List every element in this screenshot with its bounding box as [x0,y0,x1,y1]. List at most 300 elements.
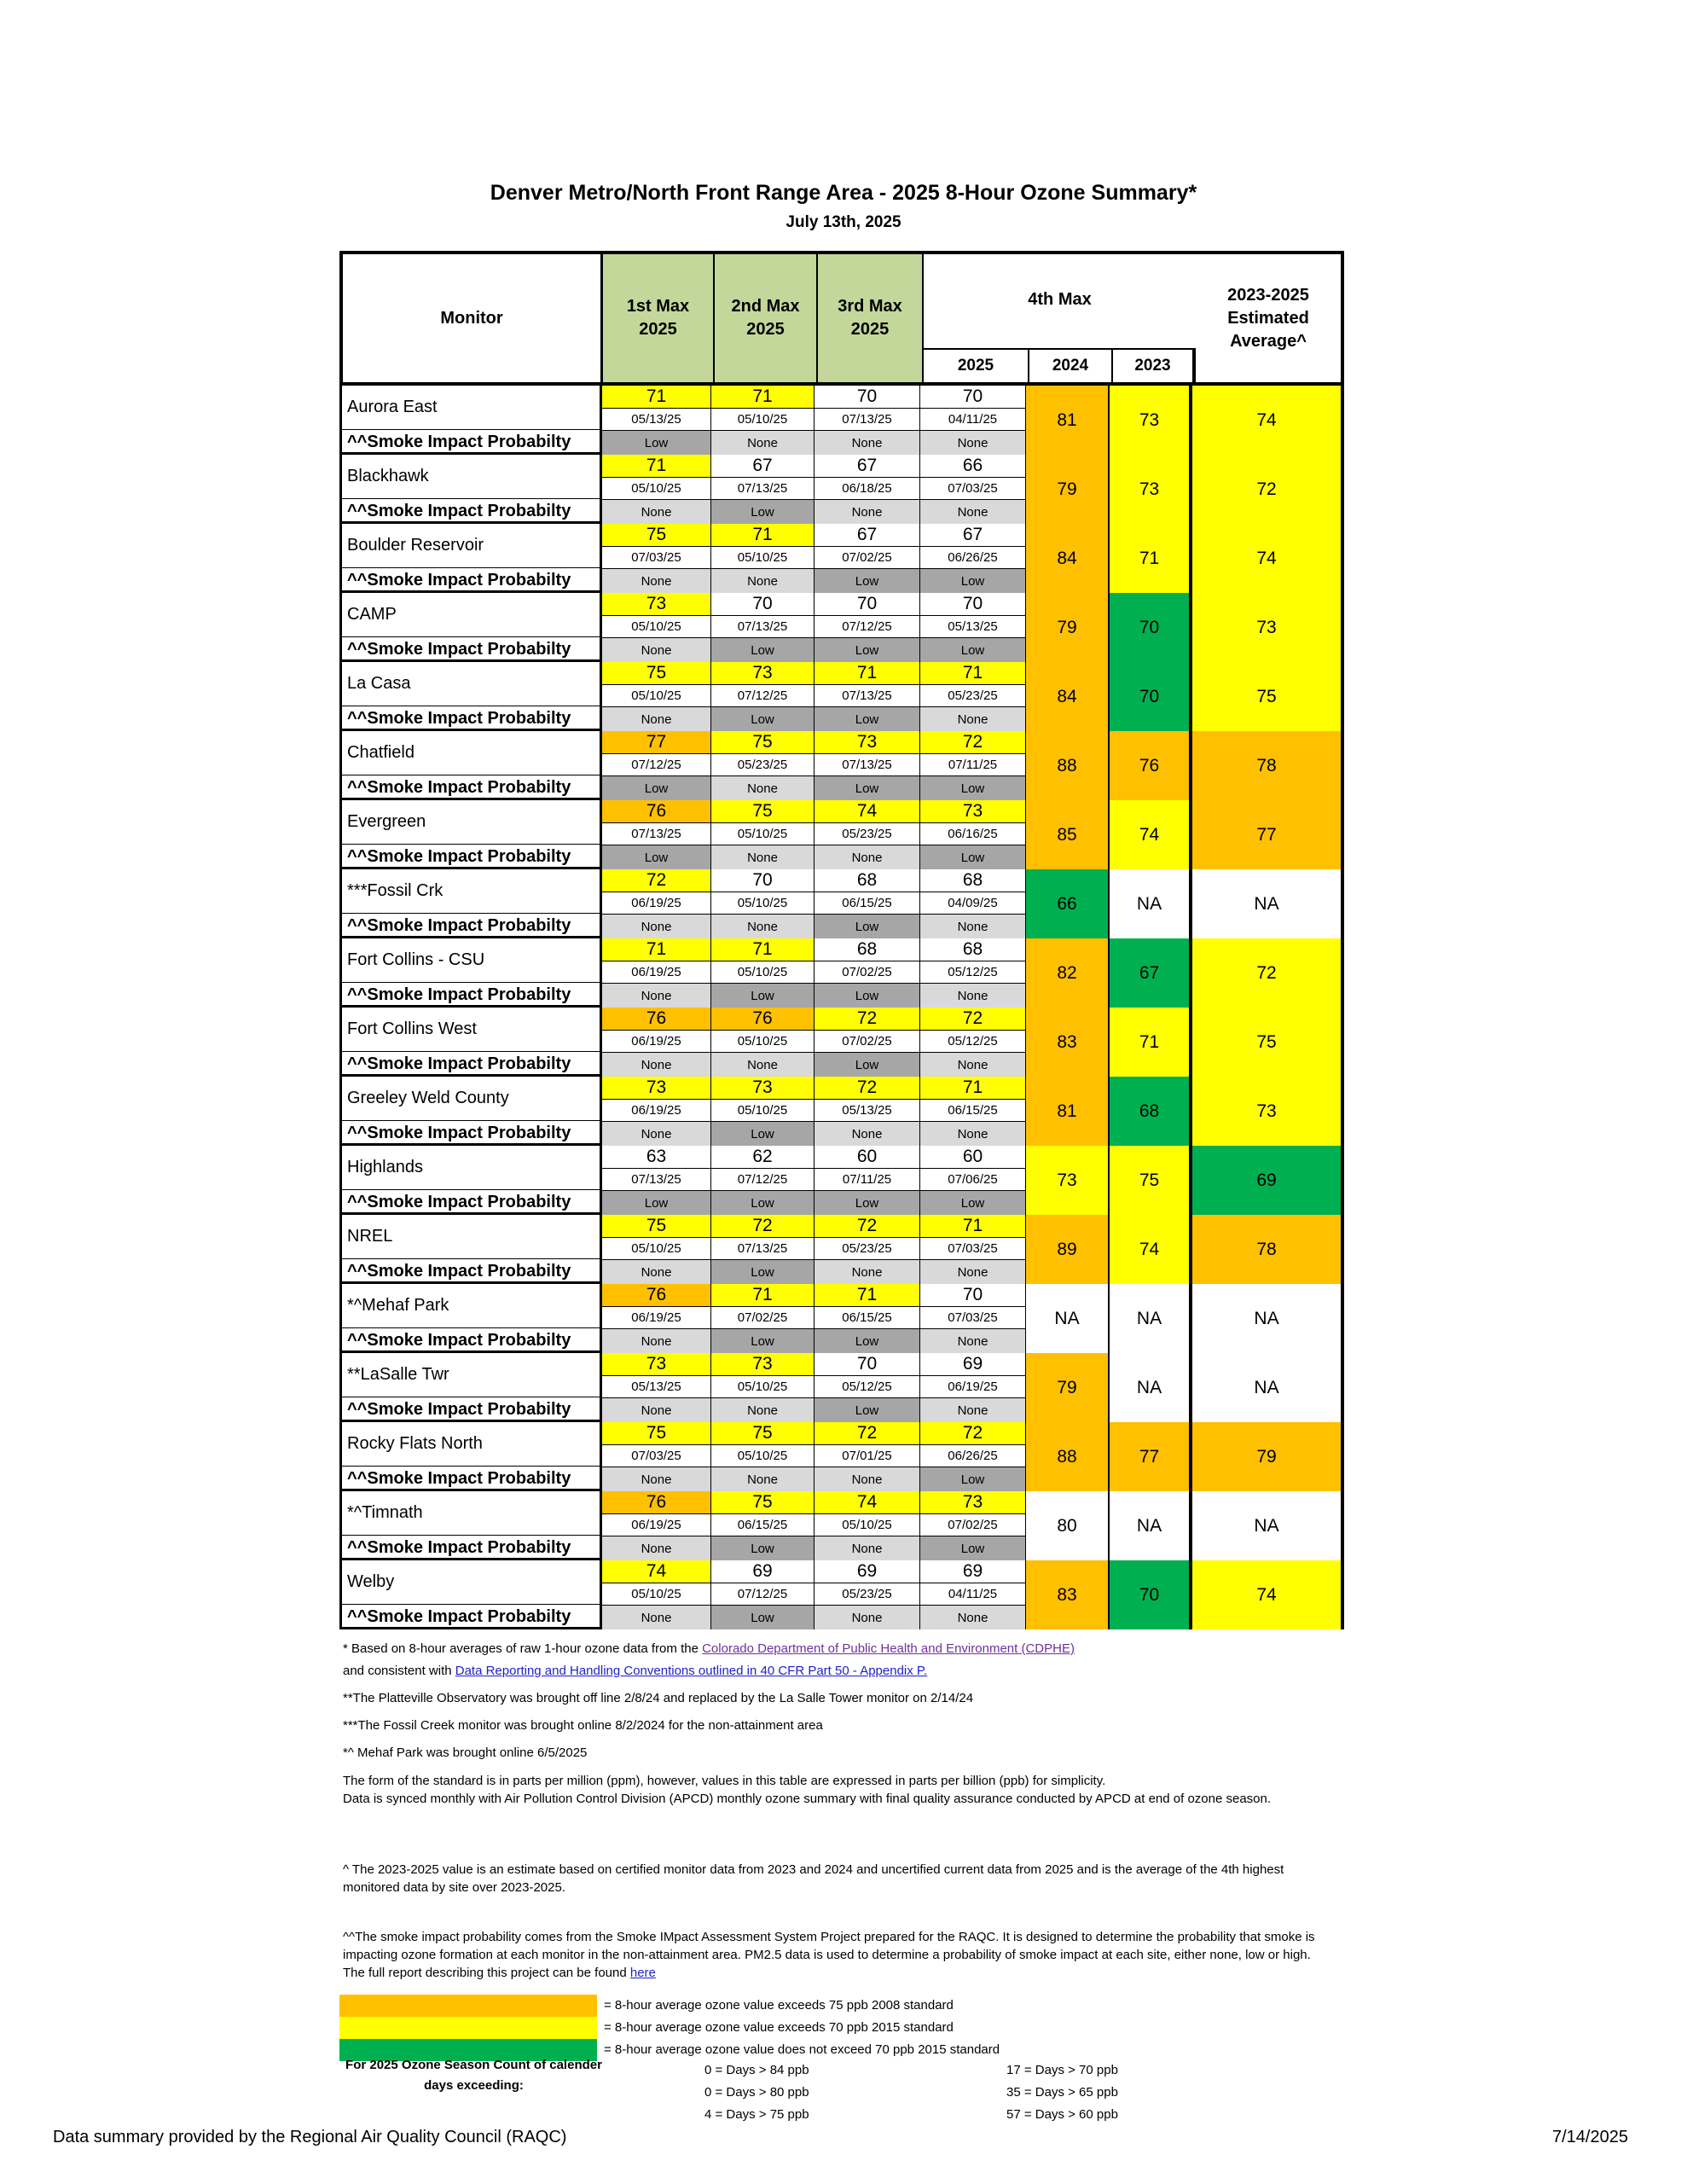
smoke-label: ^^Smoke Impact Probabilty [339,775,602,800]
smoke-label: ^^Smoke Impact Probabilty [339,1190,602,1215]
max-value: 71 [711,938,815,961]
smoke-value: None [602,1536,711,1560]
smoke-value: None [815,1536,920,1560]
footer-source: Data summary provided by the Regional Air Quality Council (RAQC) [53,2128,567,2146]
smoke-value: None [602,1259,711,1284]
table-row [339,524,1344,593]
smoke-value: Low [920,568,1026,593]
smoke-value: None [920,1052,1026,1077]
smoke-label: ^^Smoke Impact Probabilty [339,1397,602,1422]
header-2025: 2025 [924,348,1029,382]
table-row [339,938,1344,1008]
smoke-value: Low [711,1328,815,1353]
max-value: 76 [602,1284,711,1306]
table-row [339,662,1344,731]
header-2024: 2024 [1029,348,1113,382]
value-average: 75 [1192,662,1344,731]
monitor-name: Chatfield [339,731,602,775]
max-value: 70 [815,1353,920,1375]
table-row [339,455,1344,524]
max-value: 72 [602,869,711,892]
smoke-value: Low [711,1121,815,1146]
smoke-value: Low [815,1397,920,1422]
value-average: 73 [1192,593,1344,662]
max-value: 72 [920,1008,1026,1030]
value-average: 74 [1192,386,1344,455]
header-max2: 2nd Max 2025 [715,254,818,382]
value-2023: 68 [1110,1077,1192,1146]
monitor-name: Boulder Reservoir [339,524,602,568]
max-value: 70 [815,593,920,615]
max-date: 05/10/25 [711,892,815,914]
value-average: 77 [1192,800,1344,869]
value-2023: 73 [1110,386,1192,455]
max-value: 71 [602,455,711,477]
smoke-value: None [711,845,815,869]
smoke-value: None [602,637,711,662]
max-value: 71 [711,524,815,546]
max-value: 69 [711,1560,815,1583]
max-value: 67 [815,524,920,546]
value-2024: 88 [1026,731,1110,800]
value-2023: 75 [1110,1146,1192,1215]
smoke-value: None [711,568,815,593]
smoke-value: Low [711,706,815,731]
smoke-label: ^^Smoke Impact Probabilty [339,1536,602,1560]
smoke-value: Low [815,706,920,731]
note-synced: Data is synced monthly with Air Pollution Control Division (APCD) monthly ozone summary with final quality assurance conducted by APCD at end of ozone season. [343,1792,1272,1806]
max-date: 05/10/25 [711,546,815,568]
max-date: 06/15/25 [815,892,920,914]
max-value: 74 [815,800,920,822]
max-value: 75 [602,1215,711,1237]
max-value: 74 [815,1491,920,1513]
count-item: 4 = Days > 75 ppb [704,2107,809,2122]
max-value: 73 [920,800,1026,822]
max-value: 73 [711,1077,815,1099]
smoke-value: None [602,1328,711,1353]
smoke-label: ^^Smoke Impact Probabilty [339,914,602,938]
header-2023: 2023 [1113,348,1196,382]
max-value: 70 [920,593,1026,615]
monitor-name: Welby [339,1560,602,1605]
max-date: 07/13/25 [602,1168,711,1190]
value-2024: 79 [1026,1353,1110,1422]
table-row [339,800,1344,869]
value-2024: 89 [1026,1215,1110,1284]
ozone-table [339,386,1344,1629]
note-mehaf: *^ Mehaf Park was brought online 6/5/2025 [343,1745,588,1760]
value-average: 69 [1192,1146,1344,1215]
max-date: 07/12/25 [815,615,920,637]
max-value: 68 [815,938,920,961]
table-row [339,1146,1344,1215]
max-value: 73 [711,662,815,684]
max-value: 69 [920,1353,1026,1375]
smoke-value: Low [815,914,920,938]
value-average: 78 [1192,731,1344,800]
max-date: 05/10/25 [711,1030,815,1052]
max-date: 06/19/25 [602,961,711,983]
note-smoke: ^^The smoke impact probability comes from the Smoke IMpact Assessment System Project prepared for the RAQC. It is designed to determine the probability that smoke is impacting ozone formation at each monitor in the non-attainment area. PM2.5 data is used to determine a probability of smoke impact at each site, either none, low or high. The full report describing this project can be found here [343,1930,1315,1980]
table-row [339,1284,1344,1353]
max-date: 05/10/25 [815,1513,920,1536]
monitor-name: NREL [339,1215,602,1259]
max-date: 07/13/25 [815,408,920,430]
smoke-value: None [920,914,1026,938]
value-2023: NA [1110,1353,1192,1422]
max-value: 72 [920,1422,1026,1444]
max-value: 76 [602,1491,711,1513]
value-average: 74 [1192,524,1344,593]
value-average: NA [1192,869,1344,938]
max-date: 05/12/25 [920,1030,1026,1052]
smoke-value: None [602,1605,711,1629]
value-2024: 81 [1026,386,1110,455]
smoke-value: None [815,845,920,869]
smoke-value: None [602,1121,711,1146]
smoke-value: None [711,914,815,938]
max-value: 77 [602,731,711,753]
smoke-value: Low [815,1328,920,1353]
max-date: 05/10/25 [602,684,711,706]
value-2023: NA [1110,1284,1192,1353]
note-cdphe: * Based on 8-hour averages of raw 1-hour ozone data from the Colorado Department of Public Health and Environment (CDPHE) [343,1641,1075,1656]
max-value: 72 [711,1215,815,1237]
cfr-link[interactable]: Data Reporting and Handling Conventions outlined in 40 CFR Part 50 - Appendix P. [455,1664,928,1678]
header-max1: 1st Max 2025 [603,254,715,382]
note-platteville: **The Platteville Observatory was brought off line 2/8/24 and replaced by the La Salle Tower monitor on 2/14/24 [343,1691,974,1705]
max-date: 07/11/25 [920,753,1026,775]
value-average: 79 [1192,1422,1344,1491]
value-2024: 80 [1026,1491,1110,1560]
smoke-value: None [920,1121,1026,1146]
max-value: 66 [920,455,1026,477]
value-2023: 67 [1110,938,1192,1008]
max-date: 07/12/25 [711,684,815,706]
max-value: 75 [602,524,711,546]
max-date: 07/13/25 [711,1237,815,1259]
smoke-value: None [920,1259,1026,1284]
max-date: 05/12/25 [815,1375,920,1397]
value-2024: 84 [1026,662,1110,731]
max-value: 71 [920,662,1026,684]
smoke-value: Low [711,1536,815,1560]
max-value: 67 [920,524,1026,546]
smoke-value: None [815,1467,920,1491]
max-date: 06/19/25 [602,1306,711,1328]
table-header [339,251,1344,386]
value-2023: 71 [1110,524,1192,593]
max-date: 05/10/25 [711,408,815,430]
smoke-value: None [602,1052,711,1077]
header-max4: 4th Max [1028,290,1092,309]
legend-text-green: = 8-hour average ozone value does not exceed 70 ppb 2015 standard [604,2042,1000,2057]
value-2024: 66 [1026,869,1110,938]
legend-swatch-orange [339,1995,597,2017]
max-date: 05/23/25 [815,1237,920,1259]
max-date: 05/10/25 [711,1099,815,1121]
max-date: 05/13/25 [602,408,711,430]
max-date: 06/19/25 [602,892,711,914]
max-date: 05/10/25 [711,961,815,983]
smoke-value: None [711,430,815,455]
max-value: 71 [815,1284,920,1306]
max-date: 05/10/25 [711,1444,815,1467]
max-value: 60 [815,1146,920,1168]
max-value: 67 [815,455,920,477]
value-2023: 74 [1110,800,1192,869]
value-2023: 74 [1110,1215,1192,1284]
monitor-name: Highlands [339,1146,602,1190]
note-fossil-creek: ***The Fossil Creek monitor was brought online 8/2/2024 for the non-attainment area [343,1718,823,1733]
max-date: 05/23/25 [815,822,920,845]
max-value: 69 [815,1560,920,1583]
max-value: 71 [711,386,815,408]
max-date: 05/10/25 [602,1583,711,1605]
max-value: 72 [920,731,1026,753]
smoke-value: None [920,1328,1026,1353]
max-date: 07/13/25 [711,615,815,637]
note-ppm: The form of the standard is in parts per million (ppm), however, values in this table are expressed in parts per billion (ppb) for simplicity. [343,1774,1106,1788]
smoke-value: None [920,1397,1026,1422]
monitor-name: Aurora East [339,386,602,430]
monitor-name: Blackhawk [339,455,602,499]
value-2023: 70 [1110,1560,1192,1629]
table-row [339,593,1344,662]
max-date: 07/02/25 [815,961,920,983]
max-date: 06/26/25 [920,1444,1026,1467]
value-average: 72 [1192,938,1344,1008]
smoke-label: ^^Smoke Impact Probabilty [339,1052,602,1077]
smoke-value: Low [815,1052,920,1077]
smoke-value: Low [711,637,815,662]
max-value: 76 [711,1008,815,1030]
smoke-value: None [602,1467,711,1491]
count-title: For 2025 Ozone Season Count of calender days exceeding: [345,2058,602,2093]
max-date: 06/15/25 [711,1513,815,1536]
max-value: 73 [602,1353,711,1375]
value-average: NA [1192,1353,1344,1422]
max-value: 70 [920,1284,1026,1306]
max-date: 07/13/25 [711,477,815,499]
smoke-value: Low [711,1605,815,1629]
value-2024: 83 [1026,1560,1110,1629]
count-item: 17 = Days > 70 ppb [1006,2063,1118,2077]
value-2024: NA [1026,1284,1110,1353]
smoke-label: ^^Smoke Impact Probabilty [339,637,602,662]
smoke-label: ^^Smoke Impact Probabilty [339,706,602,731]
max-date: 07/02/25 [815,1030,920,1052]
monitor-name: **LaSalle Twr [339,1353,602,1397]
value-2023: NA [1110,1491,1192,1560]
max-date: 04/09/25 [920,892,1026,914]
count-item: 57 = Days > 60 ppb [1006,2107,1118,2122]
max-value: 73 [711,1353,815,1375]
max-value: 75 [602,662,711,684]
max-date: 06/16/25 [920,822,1026,845]
smoke-value: Low [815,775,920,800]
header-monitor: Monitor [343,254,603,382]
smoke-value: None [711,775,815,800]
max-date: 05/13/25 [920,615,1026,637]
smoke-value: None [815,1121,920,1146]
max-value: 72 [815,1077,920,1099]
smoke-label: ^^Smoke Impact Probabilty [339,1259,602,1284]
smoke-value: Low [711,983,815,1008]
smoke-value: None [920,983,1026,1008]
max-date: 07/03/25 [602,546,711,568]
max-date: 04/11/25 [920,408,1026,430]
smoke-value: Low [602,1190,711,1215]
max-date: 05/12/25 [920,961,1026,983]
max-value: 76 [602,800,711,822]
smoke-value: None [711,1397,815,1422]
max-value: 71 [920,1215,1026,1237]
smoke-label: ^^Smoke Impact Probabilty [339,499,602,524]
smoke-value: Low [920,1467,1026,1491]
smoke-label: ^^Smoke Impact Probabilty [339,1121,602,1146]
monitor-name: *^Mehaf Park [339,1284,602,1328]
max-value: 63 [602,1146,711,1168]
smoke-label: ^^Smoke Impact Probabilty [339,1605,602,1629]
value-2023: 77 [1110,1422,1192,1491]
max-date: 06/19/25 [602,1030,711,1052]
max-value: 72 [815,1215,920,1237]
max-value: 73 [602,1077,711,1099]
smoke-value: None [815,1605,920,1629]
max-value: 68 [920,938,1026,961]
monitor-name: Rocky Flats North [339,1422,602,1467]
max-date: 05/10/25 [602,1237,711,1259]
max-date: 04/11/25 [920,1583,1026,1605]
table-row [339,386,1344,455]
max-value: 76 [602,1008,711,1030]
legend-text-orange: = 8-hour average ozone value exceeds 75 ppb 2008 standard [604,1998,954,2013]
header-average: 2023-2025 Estimated Average^ [1227,285,1309,351]
max-date: 06/15/25 [815,1306,920,1328]
count-item: 0 = Days > 84 ppb [704,2063,809,2077]
max-date: 07/12/25 [711,1583,815,1605]
smoke-value: Low [815,1190,920,1215]
smoke-value: Low [711,1259,815,1284]
max-date: 07/13/25 [815,684,920,706]
max-value: 75 [711,731,815,753]
smoke-value: None [602,499,711,524]
max-date: 05/23/25 [711,753,815,775]
value-2024: 79 [1026,593,1110,662]
value-2024: 73 [1026,1146,1110,1215]
smoke-value: Low [815,983,920,1008]
value-average: 78 [1192,1215,1344,1284]
smoke-value: None [920,1605,1026,1629]
smoke-value: None [602,914,711,938]
smoke-value: None [815,430,920,455]
report-link[interactable]: here [629,1966,656,1980]
value-2024: 82 [1026,938,1110,1008]
max-value: 70 [815,386,920,408]
max-value: 67 [711,455,815,477]
value-average: 73 [1192,1077,1344,1146]
monitor-name: ***Fossil Crk [339,869,602,914]
monitor-name: Fort Collins - CSU [339,938,602,983]
table-row [339,1560,1344,1629]
max-value: 75 [711,1491,815,1513]
max-date: 07/06/25 [920,1168,1026,1190]
max-date: 05/23/25 [920,684,1026,706]
smoke-value: Low [602,845,711,869]
max-value: 71 [711,1284,815,1306]
value-2023: 76 [1110,731,1192,800]
value-2024: 88 [1026,1422,1110,1491]
smoke-value: None [920,499,1026,524]
smoke-value: None [815,499,920,524]
value-2023: NA [1110,869,1192,938]
smoke-value: None [920,706,1026,731]
smoke-value: None [815,1259,920,1284]
max-value: 73 [815,731,920,753]
smoke-value: Low [815,637,920,662]
max-date: 06/19/25 [920,1375,1026,1397]
max-value: 69 [920,1560,1026,1583]
cdphe-link[interactable]: Colorado Department of Public Health and Environment (CDPHE) [702,1641,1075,1656]
max-date: 05/10/25 [602,615,711,637]
smoke-value: None [711,1467,815,1491]
monitor-name: Evergreen [339,800,602,845]
note-cfr: and consistent with Data Reporting and Handling Conventions outlined in 40 CFR Part 50 - Appendix P. [343,1664,928,1678]
max-date: 06/19/25 [602,1099,711,1121]
value-2024: 84 [1026,524,1110,593]
value-average: NA [1192,1284,1344,1353]
max-date: 05/10/25 [711,822,815,845]
max-date: 07/02/25 [920,1513,1026,1536]
monitor-name: La Casa [339,662,602,706]
smoke-value: Low [920,775,1026,800]
max-value: 72 [815,1008,920,1030]
table-row [339,1422,1344,1491]
monitor-name: Fort Collins West [339,1008,602,1052]
max-value: 74 [602,1560,711,1583]
max-date: 07/03/25 [920,1306,1026,1328]
smoke-value: None [602,1397,711,1422]
table-row [339,1215,1344,1284]
smoke-value: Low [602,430,711,455]
max-date: 06/26/25 [920,546,1026,568]
value-2024: 85 [1026,800,1110,869]
max-date: 07/01/25 [815,1444,920,1467]
legend-swatch-yellow [339,2017,597,2039]
max-value: 72 [815,1422,920,1444]
max-date: 06/19/25 [602,1513,711,1536]
max-date: 07/02/25 [815,546,920,568]
header-max3: 3rd Max 2025 [818,254,924,382]
count-item: 0 = Days > 80 ppb [704,2085,809,2100]
smoke-value: Low [815,568,920,593]
max-date: 05/13/25 [815,1099,920,1121]
smoke-value: None [711,1052,815,1077]
smoke-label: ^^Smoke Impact Probabilty [339,983,602,1008]
max-value: 70 [920,386,1026,408]
smoke-label: ^^Smoke Impact Probabilty [339,845,602,869]
smoke-value: Low [920,1536,1026,1560]
max-value: 71 [602,386,711,408]
max-date: 07/03/25 [920,1237,1026,1259]
max-value: 71 [920,1077,1026,1099]
value-average: NA [1192,1491,1344,1560]
max-value: 60 [920,1146,1026,1168]
value-2023: 70 [1110,593,1192,662]
value-average: 74 [1192,1560,1344,1629]
